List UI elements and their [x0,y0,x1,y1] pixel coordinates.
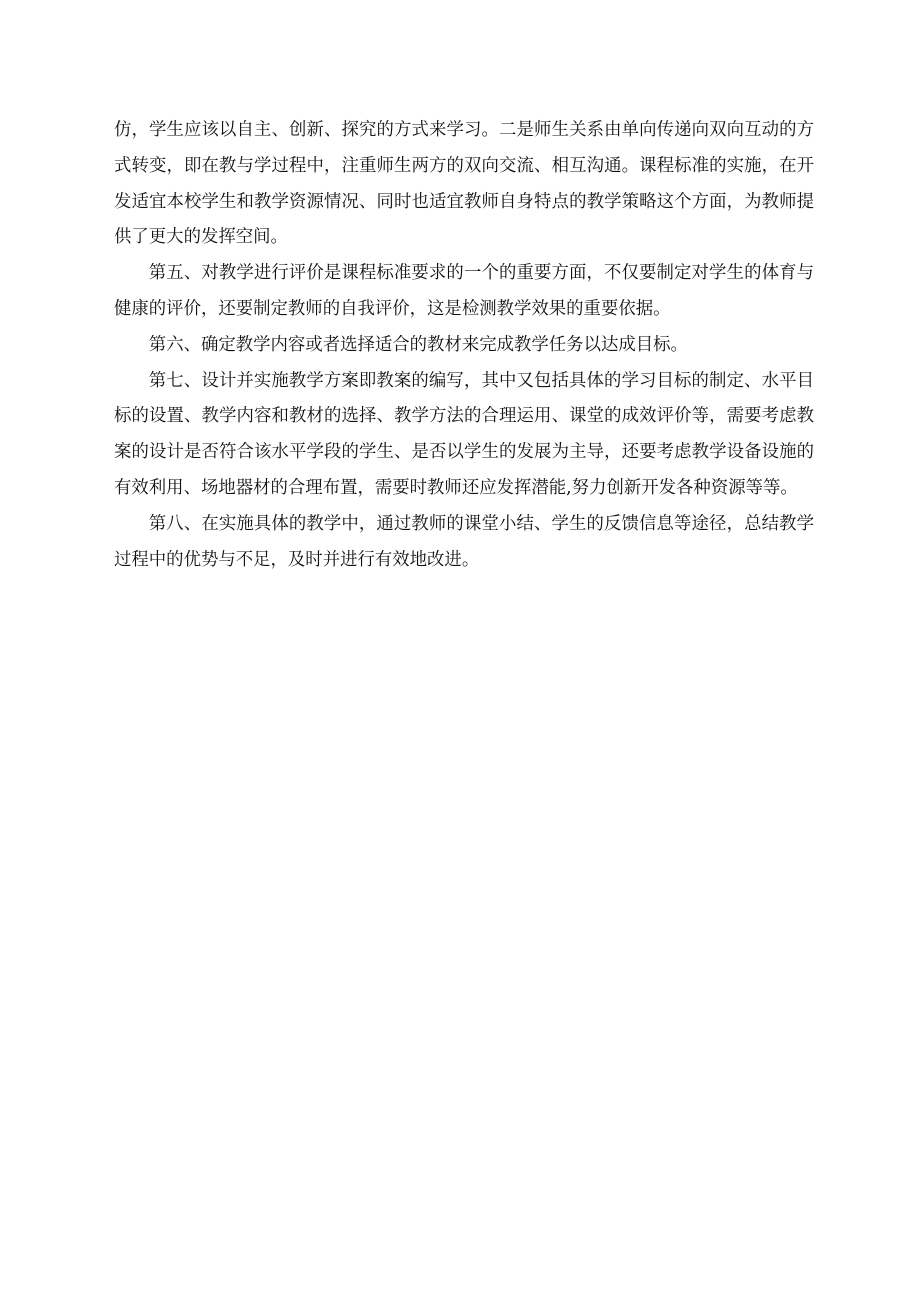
paragraph-seventh: 第七、设计并实施教学方案即教案的编写，其中又包括具体的学习目标的制定、水平目标的设置、教学内容和教材的选择、教学方法的合理运用、课堂的成效评价等，需要考虑教案的设计是否符合该水平学段的学生、是否以学生的发展为主导，还要考虑教学设备设施的有效利用、场地器材的合理布置，需要时教师还应发挥潜能,努力创新开发各种资源等等。 [114,370,814,498]
paragraph-eighth: 第八、在实施具体的教学中，通过教师的课堂小结、学生的反馈信息等途径，总结教学过程中的优势与不足，及时并进行有效地改进。 [114,513,814,570]
paragraph-sixth: 第六、确定教学内容或者选择适合的教材来完成教学任务以达成目标。 [148,334,688,355]
paragraph-fifth: 第五、对教学进行评价是课程标准要求的一个的重要方面，不仅要制定对学生的体育与健康的评价，还要制定教师的自我评价，这是检测教学效果的重要依据。 [114,263,814,319]
document-body [114,113,814,578]
paragraph-continuation: 仿，学生应该以自主、创新、探究的方式来学习。二是师生关系由单向传递向双向互动的方式转变，即在教与学过程中，注重师生两方的双向交流、相互沟通。课程标准的实施，在开发适宜本校学生和教学资源情况、同时也适宜教师自身特点的教学策略这个方面，为教师提供了更大的发挥空间。 [114,120,814,248]
